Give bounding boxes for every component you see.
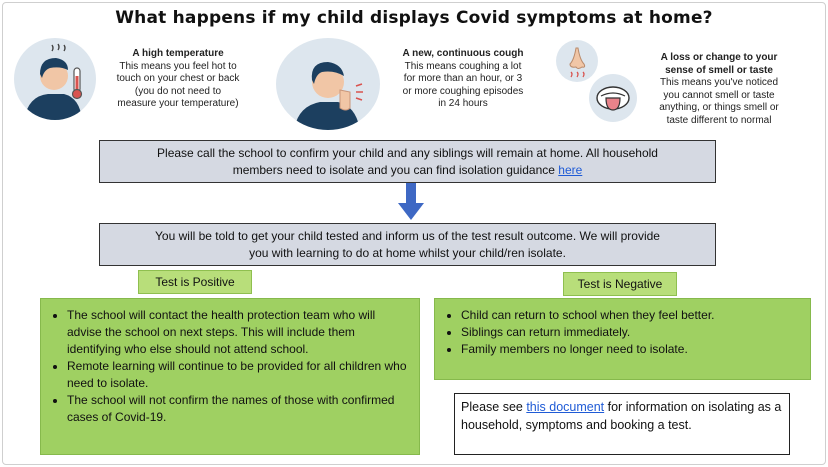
symptom-line: taste different to normal (666, 114, 772, 126)
note-prefix: Please see (461, 400, 527, 414)
call-school-text-line2: members need to isolate and you can find isolation guidance (232, 163, 555, 177)
negative-outcome-box (434, 298, 811, 380)
test-negative-label: Test is Negative (563, 272, 677, 296)
symptom-line: anything, or things smell or (659, 102, 779, 113)
symptom-line: for more than an hour, or 3 (403, 73, 523, 84)
positive-outcome-box (40, 298, 420, 455)
cough-illustration (276, 38, 380, 130)
symptom-line: in 24 hours (438, 98, 488, 109)
symptom-cough (388, 48, 538, 111)
list-item: • Child can return to school when they feel better. (461, 307, 802, 324)
list-item: • Family members no longer need to isolate. (461, 341, 802, 358)
coughing-person-icon (276, 38, 380, 130)
symptom-line: This means you feel hot to (119, 60, 237, 72)
nose-illustration (556, 40, 598, 82)
test-positive-label: Test is Positive (138, 270, 252, 294)
symptom-temperature (108, 48, 248, 111)
symptom-line: touch on your chest or back (116, 73, 240, 84)
call-school-text: Please call the school to confirm your child and any siblings will remain at home. All household (157, 146, 658, 160)
get-tested-box (99, 223, 716, 266)
note-suffix: for information on isolating as a household, symptoms and booking a test. (461, 400, 782, 432)
symptom-line: This means you've noticed (659, 77, 779, 88)
positive-list (45, 307, 411, 426)
page-title: What happens if my child displays Covid symptoms at home? (115, 8, 713, 28)
symptom-line: This means coughing a lot (404, 60, 522, 72)
symptom-line: measure your temperature) (117, 98, 239, 109)
list-item: • The school will contact the health protection team who will advise the school on next steps. This will include them identifying who else should not attend school. (67, 307, 411, 358)
list-item: • Remote learning will continue to be provided for all children who need to isolate. (67, 358, 411, 392)
symptom-heading: A high temperature (132, 48, 224, 59)
symptom-heading: A loss or change to your (660, 52, 778, 63)
call-school-box (99, 140, 716, 183)
symptom-line: you cannot smell or taste (663, 89, 775, 101)
tongue-icon (589, 74, 637, 122)
symptom-heading: A new, continuous cough (402, 48, 524, 59)
list-item: • Siblings can return immediately. (461, 324, 802, 341)
this-document-link[interactable]: this document (526, 400, 605, 414)
isolation-guidance-link[interactable]: here (558, 163, 583, 177)
more-info-note (454, 393, 790, 455)
symptom-smell-taste (644, 52, 794, 127)
symptom-line: or more coughing episodes (402, 85, 524, 97)
get-tested-text: You will be told to get your child tested and inform us of the test result outcome. We will provide (155, 229, 660, 243)
symptom-heading: sense of smell or taste (665, 64, 773, 76)
negative-list (439, 307, 802, 358)
fever-illustration (14, 38, 96, 120)
down-arrow-icon (396, 183, 426, 221)
get-tested-text-2: you with learning to do at home whilst your child/ren isolate. (249, 246, 566, 260)
sick-person-thermometer-icon (14, 38, 96, 120)
call-school-text-2 (100, 162, 715, 179)
list-item: • The school will not confirm the names of those with confirmed cases of Covid-19. (67, 392, 411, 426)
symptom-line: (you do not need to (134, 85, 222, 97)
nose-icon (556, 40, 598, 82)
tongue-illustration (589, 74, 637, 122)
